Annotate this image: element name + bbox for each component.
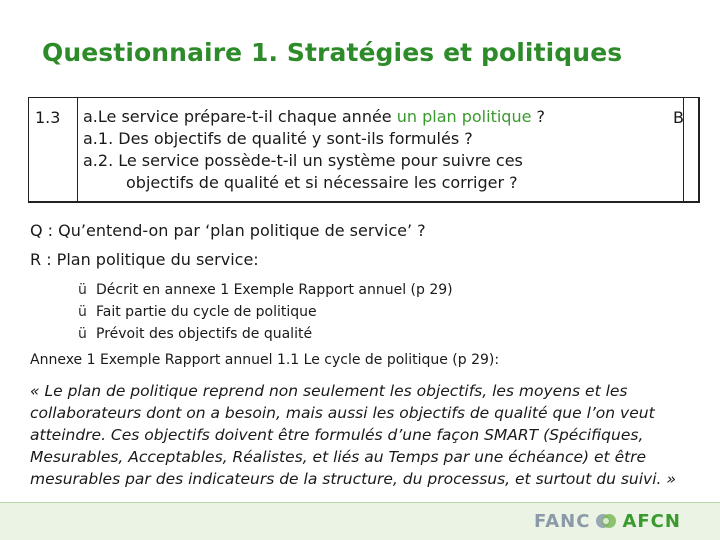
question-table xyxy=(28,97,700,203)
check-icon: ü xyxy=(78,326,87,342)
quote-block xyxy=(30,380,702,490)
question-number: 1.3 xyxy=(35,108,61,127)
quote-line: collaborateurs dont on a besoin, mais aussi les objectifs de qualité que l’on veut xyxy=(30,404,655,422)
logo-text-right: AFCN xyxy=(622,510,681,532)
column-divider xyxy=(77,98,78,202)
list-item: ü Décrit en annexe 1 Exemple Rapport annuel (p 29) xyxy=(78,279,453,301)
faq-question: Q : Qu’entend-on par ‘plan politique de service’ ? xyxy=(30,221,426,240)
question-line-a2: a.2. Le service possède-t-il un système pour suivre ces xyxy=(83,151,523,170)
question-line-a: a.Le service prépare-t-il chaque année un plan politique ? xyxy=(83,107,546,126)
fanc-afcn-logo xyxy=(534,508,681,534)
check-icon: ü xyxy=(78,304,87,320)
logo-atom-icon xyxy=(594,511,618,531)
list-item: ü Prévoit des objectifs de qualité xyxy=(78,323,453,345)
faq-answer: R : Plan politique du service: xyxy=(30,250,259,269)
question-grade: B xyxy=(673,108,684,127)
quote-line: atteindre. Ces objectifs doivent être formulés d’une façon SMART (Spécifiques, xyxy=(30,426,644,444)
quote-line: « Le plan de politique reprend non seulement les objectifs, les moyens et les xyxy=(30,382,628,400)
question-text xyxy=(83,106,545,194)
quote-line: Mesurables, Acceptables, Réalistes, et liés au Temps par une échéance) et être xyxy=(30,448,647,466)
answer-bullet-list xyxy=(78,279,453,345)
footer-divider xyxy=(0,502,720,503)
quote-line: mesurables par des indicateurs de la structure, du processus, et surtout du suivi. » xyxy=(30,470,676,488)
highlighted-term: un plan politique xyxy=(396,107,532,126)
slide-title: Questionnaire 1. Stratégies et politiques xyxy=(42,38,623,67)
annex-reference: Annexe 1 Exemple Rapport annuel 1.1 Le cycle de politique (p 29): xyxy=(30,352,500,368)
list-item: ü Fait partie du cycle de politique xyxy=(78,301,453,323)
question-line-a2-cont: objectifs de qualité et si nécessaire les corriger ? xyxy=(126,173,518,192)
check-icon: ü xyxy=(78,282,87,298)
question-line-a1: a.1. Des objectifs de qualité y sont-ils formulés ? xyxy=(83,129,473,148)
logo-text-left: FANC xyxy=(534,510,591,532)
